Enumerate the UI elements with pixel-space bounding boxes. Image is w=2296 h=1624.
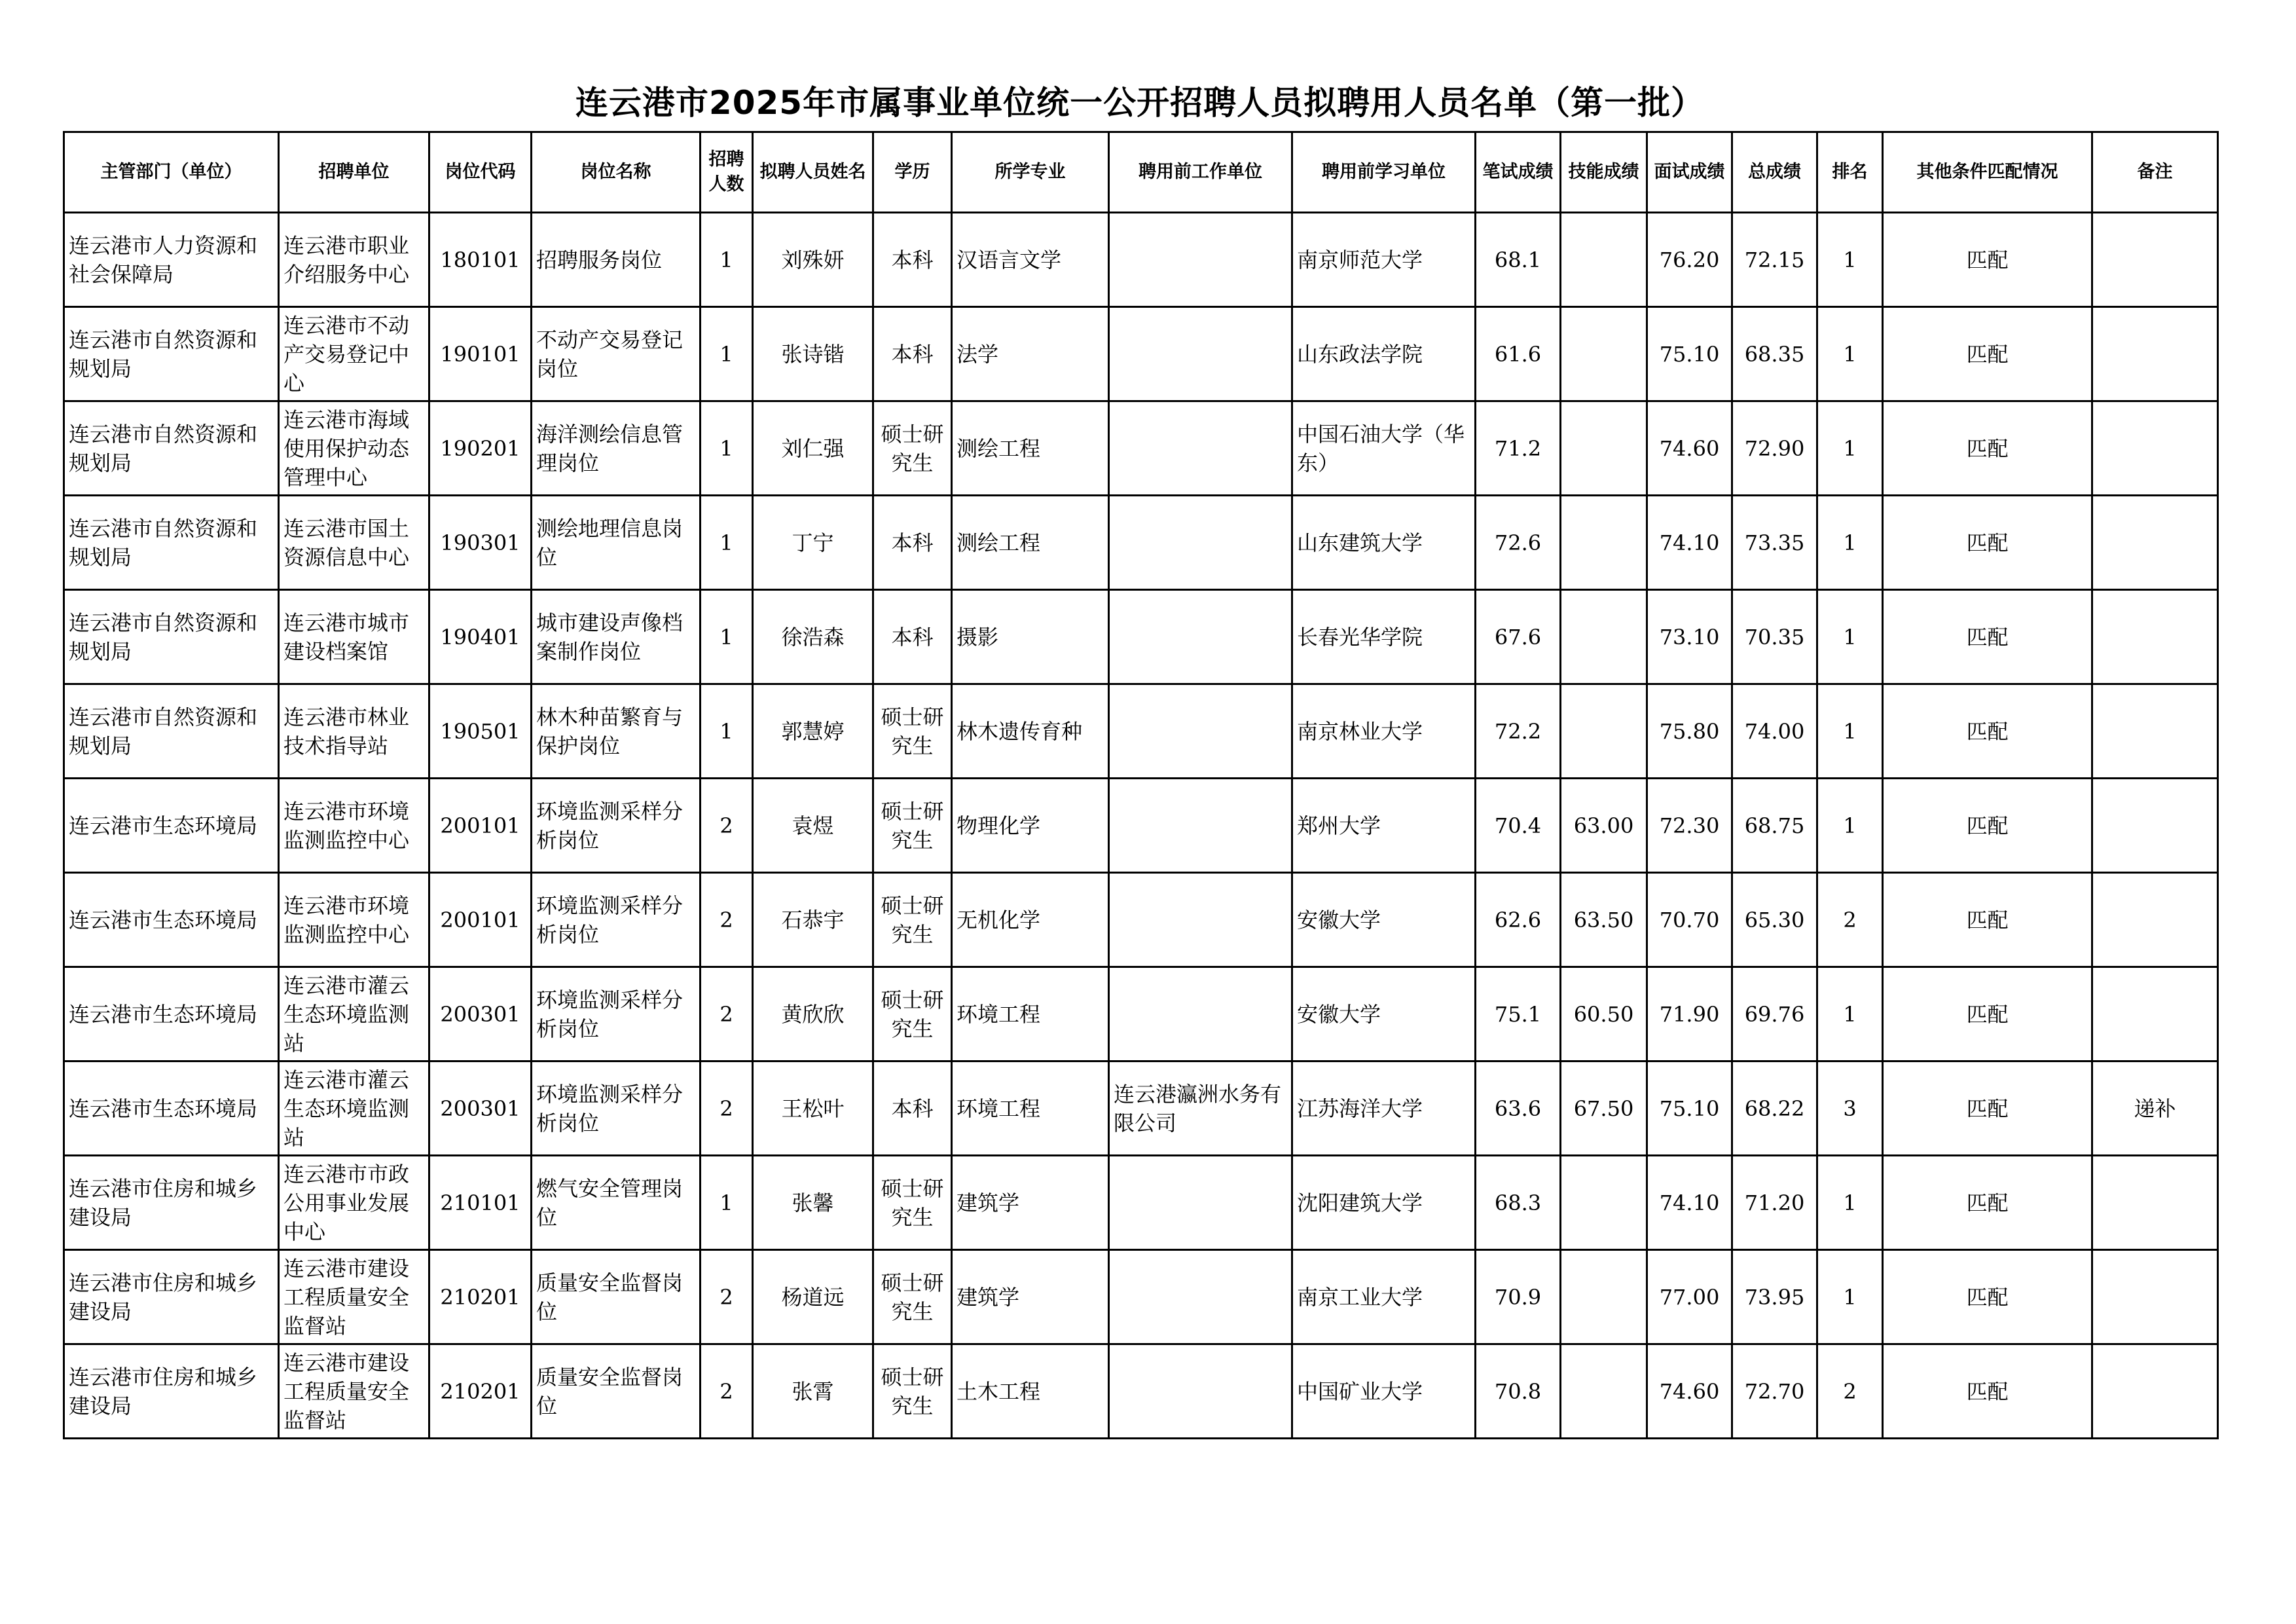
cell-employer: 连云港市海域使用保护动态管理中心: [279, 401, 429, 496]
cell-skill-score: [1561, 590, 1647, 684]
cell-skill-score: 63.50: [1561, 873, 1647, 967]
cell-major: 测绘工程: [952, 496, 1109, 590]
table-row: [64, 1156, 2218, 1250]
table-row: [64, 496, 2218, 590]
cell-quota: 2: [701, 967, 753, 1061]
table-row: [64, 873, 2218, 967]
cell-quota: 1: [701, 307, 753, 401]
cell-department: 连云港市生态环境局: [64, 1061, 279, 1156]
cell-candidate-name: 张诗锴: [753, 307, 873, 401]
cell-position-name: 环境监测采样分析岗位: [532, 779, 701, 873]
cell-quota: 2: [701, 779, 753, 873]
cell-conditions-match: 匹配: [1883, 590, 2092, 684]
header-written-score: 笔试成绩: [1476, 132, 1561, 213]
header-skill-score: 技能成绩: [1561, 132, 1647, 213]
cell-position-code: 190401: [429, 590, 532, 684]
cell-written-score: 70.8: [1476, 1344, 1561, 1439]
cell-previous-school: 安徽大学: [1292, 873, 1476, 967]
cell-total-score: 72.70: [1732, 1344, 1817, 1439]
cell-conditions-match: 匹配: [1883, 1061, 2092, 1156]
cell-written-score: 70.4: [1476, 779, 1561, 873]
cell-candidate-name: 徐浩森: [753, 590, 873, 684]
cell-major: 林木遗传育种: [952, 684, 1109, 779]
cell-previous-school: 中国矿业大学: [1292, 1344, 1476, 1439]
cell-rank: 2: [1817, 873, 1883, 967]
cell-previous-school: 长春光华学院: [1292, 590, 1476, 684]
cell-employer: 连云港市林业技术指导站: [279, 684, 429, 779]
cell-previous-employer: [1109, 1156, 1292, 1250]
cell-written-score: 72.6: [1476, 496, 1561, 590]
cell-interview-score: 73.10: [1647, 590, 1732, 684]
page-title: 连云港市2025年市属事业单位统一公开招聘人员拟聘用人员名单（第一批）: [575, 84, 1705, 122]
cell-rank: 1: [1817, 1156, 1883, 1250]
cell-remarks: [2092, 1344, 2218, 1439]
cell-remarks: [2092, 873, 2218, 967]
cell-major: 土木工程: [952, 1344, 1109, 1439]
header-row: [64, 132, 2218, 213]
cell-education: 本科: [873, 307, 952, 401]
cell-conditions-match: 匹配: [1883, 967, 2092, 1061]
cell-written-score: 72.2: [1476, 684, 1561, 779]
cell-education: 硕士研究生: [873, 1344, 952, 1439]
cell-previous-employer: [1109, 590, 1292, 684]
cell-employer: 连云港市职业介绍服务中心: [279, 213, 429, 307]
cell-previous-employer: [1109, 779, 1292, 873]
cell-employer: 连云港市环境监测监控中心: [279, 779, 429, 873]
cell-previous-employer: [1109, 307, 1292, 401]
header-remarks: 备注: [2092, 132, 2218, 213]
cell-remarks: [2092, 684, 2218, 779]
cell-previous-employer: [1109, 496, 1292, 590]
cell-previous-school: 南京工业大学: [1292, 1250, 1476, 1344]
cell-skill-score: [1561, 1250, 1647, 1344]
cell-skill-score: [1561, 684, 1647, 779]
cell-total-score: 71.20: [1732, 1156, 1817, 1250]
cell-position-code: 190301: [429, 496, 532, 590]
cell-total-score: 68.22: [1732, 1061, 1817, 1156]
cell-major: 建筑学: [952, 1156, 1109, 1250]
cell-interview-score: 75.80: [1647, 684, 1732, 779]
cell-interview-score: 71.90: [1647, 967, 1732, 1061]
cell-skill-score: [1561, 1344, 1647, 1439]
cell-education: 本科: [873, 1061, 952, 1156]
cell-total-score: 69.76: [1732, 967, 1817, 1061]
cell-interview-score: 77.00: [1647, 1250, 1732, 1344]
cell-major: 环境工程: [952, 967, 1109, 1061]
cell-position-code: 200301: [429, 967, 532, 1061]
cell-position-name: 质量安全监督岗位: [532, 1344, 701, 1439]
cell-previous-employer: [1109, 684, 1292, 779]
cell-position-name: 质量安全监督岗位: [532, 1250, 701, 1344]
cell-interview-score: 76.20: [1647, 213, 1732, 307]
cell-total-score: 73.95: [1732, 1250, 1817, 1344]
table-row: [64, 967, 2218, 1061]
cell-interview-score: 74.10: [1647, 496, 1732, 590]
table-row: [64, 401, 2218, 496]
cell-skill-score: 60.50: [1561, 967, 1647, 1061]
table-row: [64, 684, 2218, 779]
cell-candidate-name: 张霄: [753, 1344, 873, 1439]
table-row: [64, 1250, 2218, 1344]
cell-employer: 连云港市城市建设档案馆: [279, 590, 429, 684]
cell-rank: 1: [1817, 496, 1883, 590]
cell-interview-score: 74.60: [1647, 401, 1732, 496]
cell-position-code: 180101: [429, 213, 532, 307]
cell-total-score: 72.90: [1732, 401, 1817, 496]
cell-position-name: 林木种苗繁育与保护岗位: [532, 684, 701, 779]
cell-remarks: [2092, 590, 2218, 684]
cell-written-score: 68.1: [1476, 213, 1561, 307]
cell-remarks: [2092, 967, 2218, 1061]
cell-position-code: 200301: [429, 1061, 532, 1156]
cell-previous-school: 中国石油大学（华东）: [1292, 401, 1476, 496]
header-major: 所学专业: [952, 132, 1109, 213]
cell-previous-employer: [1109, 401, 1292, 496]
table-row: [64, 590, 2218, 684]
cell-previous-school: 南京林业大学: [1292, 684, 1476, 779]
cell-quota: 1: [701, 213, 753, 307]
table-row: [64, 307, 2218, 401]
cell-previous-school: 山东建筑大学: [1292, 496, 1476, 590]
cell-position-code: 200101: [429, 779, 532, 873]
cell-rank: 1: [1817, 401, 1883, 496]
cell-department: 连云港市自然资源和规划局: [64, 496, 279, 590]
cell-previous-employer: [1109, 1344, 1292, 1439]
cell-position-name: 不动产交易登记岗位: [532, 307, 701, 401]
cell-department: 连云港市住房和城乡建设局: [64, 1250, 279, 1344]
cell-total-score: 72.15: [1732, 213, 1817, 307]
cell-conditions-match: 匹配: [1883, 307, 2092, 401]
cell-quota: 2: [701, 1250, 753, 1344]
cell-position-name: 海洋测绘信息管理岗位: [532, 401, 701, 496]
cell-remarks: [2092, 401, 2218, 496]
cell-major: 测绘工程: [952, 401, 1109, 496]
cell-rank: 1: [1817, 213, 1883, 307]
cell-total-score: 70.35: [1732, 590, 1817, 684]
cell-written-score: 75.1: [1476, 967, 1561, 1061]
cell-position-code: 210201: [429, 1344, 532, 1439]
cell-written-score: 63.6: [1476, 1061, 1561, 1156]
cell-candidate-name: 郭慧婷: [753, 684, 873, 779]
cell-position-name: 城市建设声像档案制作岗位: [532, 590, 701, 684]
cell-employer: 连云港市建设工程质量安全监督站: [279, 1344, 429, 1439]
cell-employer: 连云港市不动产交易登记中心: [279, 307, 429, 401]
cell-candidate-name: 黄欣欣: [753, 967, 873, 1061]
cell-department: 连云港市生态环境局: [64, 967, 279, 1061]
cell-major: 物理化学: [952, 779, 1109, 873]
cell-remarks: [2092, 1156, 2218, 1250]
header-conditions-match: 其他条件匹配情况: [1883, 132, 2092, 213]
cell-skill-score: [1561, 1156, 1647, 1250]
cell-position-code: 190201: [429, 401, 532, 496]
cell-conditions-match: 匹配: [1883, 1250, 2092, 1344]
cell-position-name: 招聘服务岗位: [532, 213, 701, 307]
cell-conditions-match: 匹配: [1883, 401, 2092, 496]
cell-written-score: 68.3: [1476, 1156, 1561, 1250]
cell-candidate-name: 王松叶: [753, 1061, 873, 1156]
cell-position-name: 环境监测采样分析岗位: [532, 967, 701, 1061]
cell-education: 硕士研究生: [873, 1250, 952, 1344]
header-quota: 招聘人数: [701, 132, 753, 213]
header-previous-school: 聘用前学习单位: [1292, 132, 1476, 213]
cell-position-code: 210101: [429, 1156, 532, 1250]
cell-conditions-match: 匹配: [1883, 779, 2092, 873]
cell-conditions-match: 匹配: [1883, 213, 2092, 307]
cell-quota: 2: [701, 1061, 753, 1156]
cell-rank: 2: [1817, 1344, 1883, 1439]
cell-rank: 3: [1817, 1061, 1883, 1156]
cell-position-name: 测绘地理信息岗位: [532, 496, 701, 590]
cell-major: 摄影: [952, 590, 1109, 684]
cell-education: 硕士研究生: [873, 684, 952, 779]
cell-skill-score: 67.50: [1561, 1061, 1647, 1156]
cell-department: 连云港市自然资源和规划局: [64, 684, 279, 779]
cell-skill-score: [1561, 307, 1647, 401]
cell-interview-score: 74.60: [1647, 1344, 1732, 1439]
cell-conditions-match: 匹配: [1883, 1344, 2092, 1439]
header-department: 主管部门（单位）: [64, 132, 279, 213]
cell-total-score: 74.00: [1732, 684, 1817, 779]
cell-remarks: [2092, 213, 2218, 307]
cell-rank: 1: [1817, 1250, 1883, 1344]
cell-education: 本科: [873, 590, 952, 684]
cell-candidate-name: 刘殊妍: [753, 213, 873, 307]
header-education: 学历: [873, 132, 952, 213]
cell-department: 连云港市自然资源和规划局: [64, 590, 279, 684]
cell-quota: 1: [701, 1156, 753, 1250]
cell-position-name: 环境监测采样分析岗位: [532, 1061, 701, 1156]
cell-remarks: [2092, 1250, 2218, 1344]
cell-quota: 2: [701, 873, 753, 967]
cell-previous-school: 安徽大学: [1292, 967, 1476, 1061]
cell-major: 法学: [952, 307, 1109, 401]
cell-position-code: 200101: [429, 873, 532, 967]
cell-education: 硕士研究生: [873, 967, 952, 1061]
cell-position-name: 环境监测采样分析岗位: [532, 873, 701, 967]
cell-position-name: 燃气安全管理岗位: [532, 1156, 701, 1250]
cell-skill-score: [1561, 401, 1647, 496]
header-total-score: 总成绩: [1732, 132, 1817, 213]
cell-previous-employer: [1109, 873, 1292, 967]
cell-candidate-name: 石恭宇: [753, 873, 873, 967]
cell-previous-school: 山东政法学院: [1292, 307, 1476, 401]
hiring-table: [63, 131, 2219, 1439]
cell-quota: 1: [701, 684, 753, 779]
table-row: [64, 1344, 2218, 1439]
cell-written-score: 71.2: [1476, 401, 1561, 496]
cell-total-score: 68.75: [1732, 779, 1817, 873]
cell-interview-score: 70.70: [1647, 873, 1732, 967]
cell-skill-score: [1561, 213, 1647, 307]
cell-remarks: [2092, 307, 2218, 401]
cell-rank: 1: [1817, 967, 1883, 1061]
cell-candidate-name: 张馨: [753, 1156, 873, 1250]
cell-education: 本科: [873, 496, 952, 590]
cell-previous-employer: 连云港瀛洲水务有限公司: [1109, 1061, 1292, 1156]
header-employer: 招聘单位: [279, 132, 429, 213]
cell-employer: 连云港市市政公用事业发展中心: [279, 1156, 429, 1250]
cell-interview-score: 74.10: [1647, 1156, 1732, 1250]
cell-skill-score: [1561, 496, 1647, 590]
cell-candidate-name: 丁宁: [753, 496, 873, 590]
cell-education: 硕士研究生: [873, 873, 952, 967]
cell-candidate-name: 刘仁强: [753, 401, 873, 496]
cell-total-score: 65.30: [1732, 873, 1817, 967]
cell-rank: 1: [1817, 779, 1883, 873]
cell-department: 连云港市生态环境局: [64, 873, 279, 967]
cell-interview-score: 72.30: [1647, 779, 1732, 873]
cell-employer: 连云港市灌云生态环境监测站: [279, 967, 429, 1061]
cell-education: 硕士研究生: [873, 779, 952, 873]
cell-department: 连云港市人力资源和社会保障局: [64, 213, 279, 307]
cell-written-score: 70.9: [1476, 1250, 1561, 1344]
cell-major: 建筑学: [952, 1250, 1109, 1344]
cell-major: 无机化学: [952, 873, 1109, 967]
cell-quota: 1: [701, 401, 753, 496]
cell-employer: 连云港市建设工程质量安全监督站: [279, 1250, 429, 1344]
cell-employer: 连云港市国土资源信息中心: [279, 496, 429, 590]
cell-written-score: 67.6: [1476, 590, 1561, 684]
cell-education: 硕士研究生: [873, 1156, 952, 1250]
cell-position-code: 190101: [429, 307, 532, 401]
table-row: [64, 1061, 2218, 1156]
cell-remarks: [2092, 496, 2218, 590]
cell-candidate-name: 杨道远: [753, 1250, 873, 1344]
cell-department: 连云港市住房和城乡建设局: [64, 1156, 279, 1250]
cell-previous-employer: [1109, 967, 1292, 1061]
cell-interview-score: 75.10: [1647, 1061, 1732, 1156]
cell-interview-score: 75.10: [1647, 307, 1732, 401]
cell-previous-school: 南京师范大学: [1292, 213, 1476, 307]
header-position-code: 岗位代码: [429, 132, 532, 213]
cell-department: 连云港市自然资源和规划局: [64, 307, 279, 401]
cell-rank: 1: [1817, 307, 1883, 401]
header-interview-score: 面试成绩: [1647, 132, 1732, 213]
cell-department: 连云港市自然资源和规划局: [64, 401, 279, 496]
cell-education: 本科: [873, 213, 952, 307]
cell-previous-school: 郑州大学: [1292, 779, 1476, 873]
cell-employer: 连云港市环境监测监控中心: [279, 873, 429, 967]
cell-remarks: [2092, 779, 2218, 873]
cell-skill-score: 63.00: [1561, 779, 1647, 873]
cell-conditions-match: 匹配: [1883, 873, 2092, 967]
header-previous-employer: 聘用前工作单位: [1109, 132, 1292, 213]
cell-previous-school: 江苏海洋大学: [1292, 1061, 1476, 1156]
cell-conditions-match: 匹配: [1883, 684, 2092, 779]
cell-written-score: 61.6: [1476, 307, 1561, 401]
cell-written-score: 62.6: [1476, 873, 1561, 967]
cell-quota: 2: [701, 1344, 753, 1439]
cell-department: 连云港市住房和城乡建设局: [64, 1344, 279, 1439]
cell-previous-school: 沈阳建筑大学: [1292, 1156, 1476, 1250]
cell-quota: 1: [701, 496, 753, 590]
cell-position-code: 210201: [429, 1250, 532, 1344]
cell-previous-employer: [1109, 1250, 1292, 1344]
table-row: [64, 213, 2218, 307]
cell-education: 硕士研究生: [873, 401, 952, 496]
cell-total-score: 68.35: [1732, 307, 1817, 401]
cell-candidate-name: 袁煜: [753, 779, 873, 873]
cell-conditions-match: 匹配: [1883, 496, 2092, 590]
cell-remarks: 递补: [2092, 1061, 2218, 1156]
header-rank: 排名: [1817, 132, 1883, 213]
cell-total-score: 73.35: [1732, 496, 1817, 590]
cell-quota: 1: [701, 590, 753, 684]
header-position-name: 岗位名称: [532, 132, 701, 213]
cell-employer: 连云港市灌云生态环境监测站: [279, 1061, 429, 1156]
cell-major: 汉语言文学: [952, 213, 1109, 307]
header-candidate-name: 拟聘人员姓名: [753, 132, 873, 213]
table-row: [64, 779, 2218, 873]
cell-conditions-match: 匹配: [1883, 1156, 2092, 1250]
cell-rank: 1: [1817, 684, 1883, 779]
cell-department: 连云港市生态环境局: [64, 779, 279, 873]
cell-position-code: 190501: [429, 684, 532, 779]
cell-previous-employer: [1109, 213, 1292, 307]
cell-rank: 1: [1817, 590, 1883, 684]
cell-major: 环境工程: [952, 1061, 1109, 1156]
